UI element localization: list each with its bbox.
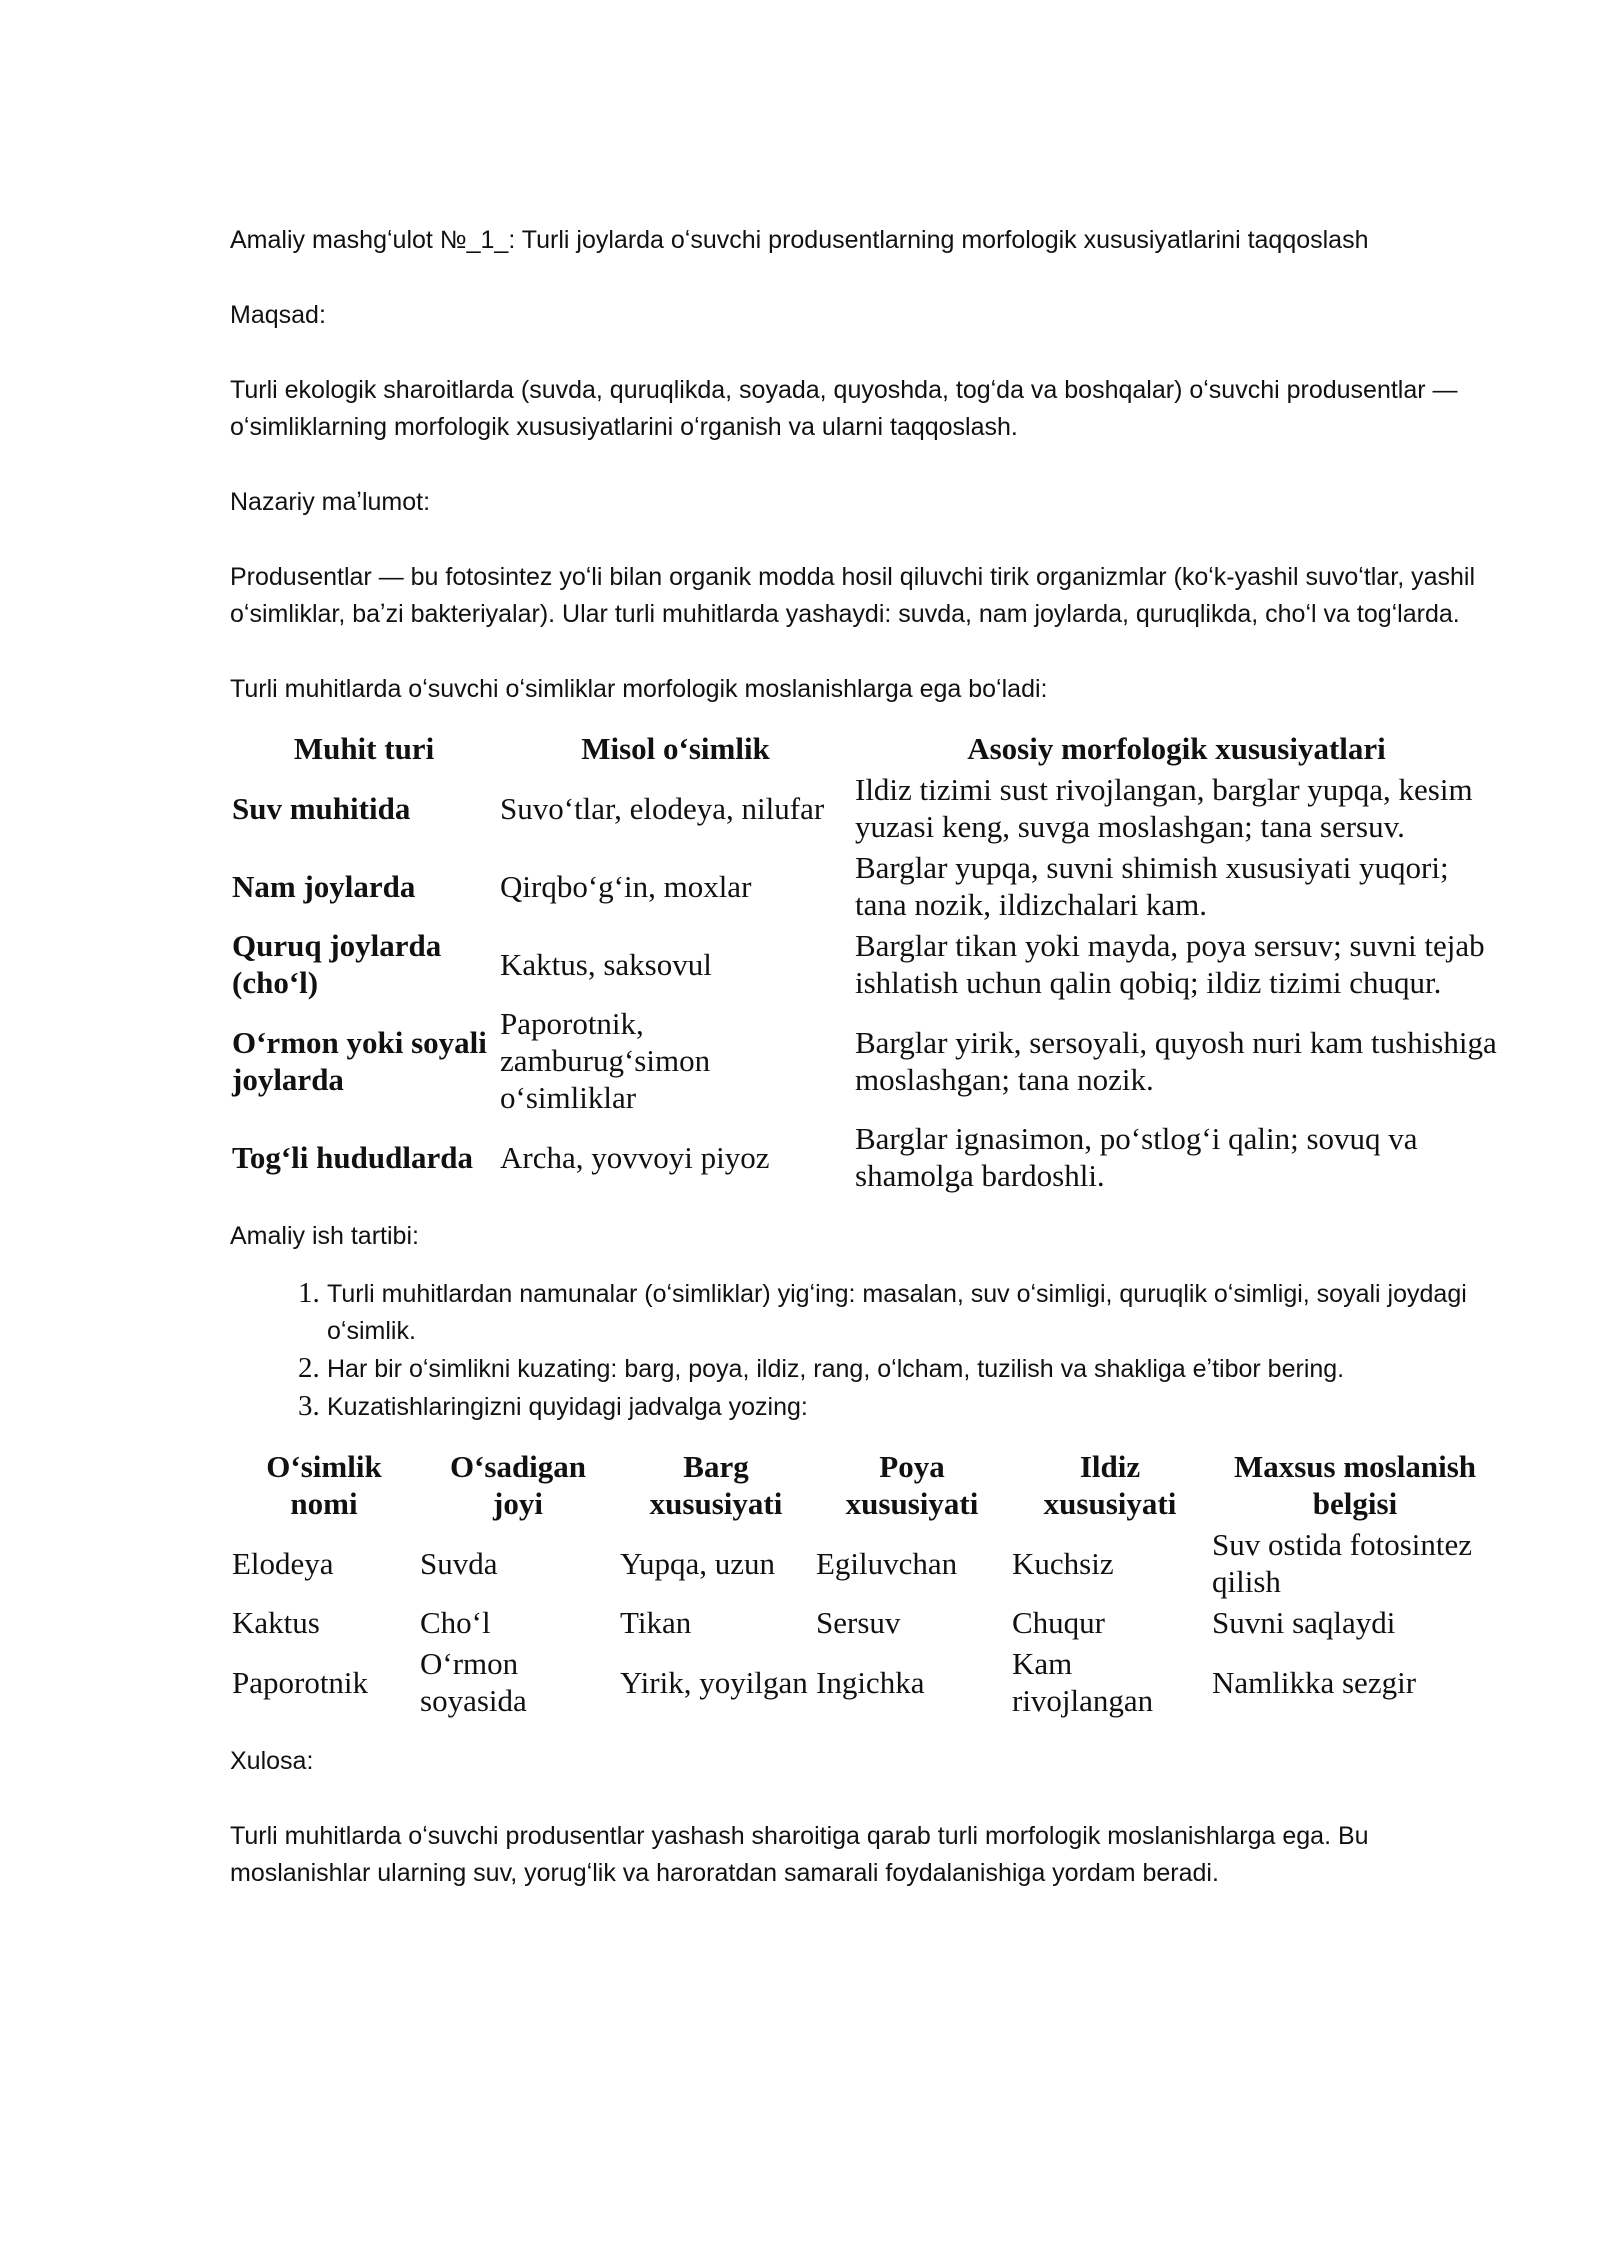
table-cell: Yirik, yoyilgan [620, 1664, 808, 1700]
observation-table [230, 1446, 1500, 1721]
environment-table [230, 728, 1500, 1196]
example-plant-cell: Archa, yovvoyi piyoz [500, 1139, 770, 1175]
table-cell: Suv ostida fotosintez qilish [1212, 1527, 1473, 1599]
environment-cell: Suv muhitida [232, 790, 411, 826]
features-cell: Barglar ignasimon, poʻstlogʻi qalin; sovuq va shamolga bardoshli. [855, 1121, 1418, 1193]
list-item: 2. Har bir oʻsimlikni kuzating: barg, poya, ildiz, rang, oʻlcham, tuzilish va shakliga eʼtibor bering. [327, 1350, 1500, 1388]
table-cell: Suvda [420, 1545, 498, 1581]
table-cell: Ingichka [816, 1664, 925, 1700]
goal-heading: Maqsad: [230, 301, 326, 329]
table-cell: Sersuv [816, 1605, 901, 1640]
table-row [230, 1118, 1500, 1196]
table-cell: Kam rivojlangan [1012, 1646, 1154, 1718]
table-row [230, 925, 1500, 1003]
environment-cell: Oʻrmon yoki soyali joylarda [232, 1024, 487, 1097]
features-cell: Ildiz tizimi sust rivojlangan, barglar yupqa, kesim yuzasi keng, suvga moslashgan; tana sersuv. [855, 772, 1473, 844]
goal-text: Turli ekologik sharoitlarda (suvda, quruqlikda, soyada, quyoshda, togʻda va boshqalar) oʻsuvchi produsentlar — oʻsimliklarning morfologik xususiyatlarini oʻrganish va ularni taqqoslash. [230, 376, 1458, 441]
document-page [230, 222, 1500, 1892]
table-row [230, 1003, 1500, 1118]
table-header-row [230, 728, 1500, 769]
table-header-cell: Maxsus moslanish belgisi [1233, 1449, 1477, 1521]
table-row [230, 1643, 1500, 1721]
features-cell: Barglar yupqa, suvni shimish xususiyati yuqori; tana nozik, ildizchalari kam. [855, 850, 1449, 922]
table-cell: Paporotnik [232, 1664, 369, 1700]
table-row [230, 1524, 1500, 1602]
theory-intro: Turli muhitlarda oʻsuvchi oʻsimliklar morfologik moslanishlarga ega boʻladi: [230, 675, 1048, 703]
list-item: 3. Kuzatishlaringizni quyidagi jadvalga yozing: [327, 1388, 1500, 1426]
theory-heading: Nazariy maʼlumot: [230, 488, 431, 516]
table-header-row [230, 1446, 1500, 1524]
example-plant-cell: Qirqboʻgʻin, moxlar [500, 868, 752, 904]
environment-cell: Quruq joylarda (choʻl) [232, 928, 442, 1000]
features-cell: Barglar yirik, sersoyali, quyosh nuri kam tushishiga moslashgan; tana nozik. [855, 1024, 1497, 1097]
table-cell: Tikan [620, 1605, 692, 1640]
conclusion-text: Turli muhitlarda oʻsuvchi produsentlar yashash sharoitiga qarab turli morfologik moslanishlarga ega. Bu moslanishlar ularning suv, yorugʻlik va haroratdan samarali foydalanishiga yordam beradi. [230, 1822, 1369, 1887]
example-plant-cell: Suvoʻtlar, elodeya, nilufar [500, 790, 825, 826]
document-title: Amaliy mashgʻulot №_1_: Turli joylarda oʻsuvchi produsentlarning morfologik xususiyatlarini taqqoslash [230, 226, 1369, 254]
table-row [230, 1602, 1500, 1643]
table-row [230, 769, 1500, 847]
table-header-cell: Muhit turi [293, 731, 435, 766]
example-plant-cell: Paporotnik, zamburugʻsimon oʻsimliklar [500, 1006, 711, 1115]
list-item: 1. Turli muhitlardan namunalar (oʻsimliklar) yigʻing: masalan, suv oʻsimligi, quruqlik oʻsimligi, soyali joydagi oʻsimlik. [327, 1275, 1500, 1350]
conclusion-heading: Xulosa: [230, 1747, 314, 1775]
table-row [230, 847, 1500, 925]
table-header-cell: Poya xususiyati [845, 1449, 979, 1521]
table-header-cell: Oʻsadigan joyi [449, 1449, 587, 1521]
table-cell: Kaktus [232, 1605, 320, 1640]
table-cell: Choʻl [420, 1605, 491, 1640]
theory-text: Produsentlar — bu fotosintez yoʻli bilan organik modda hosil qiluvchi tirik organizmlar (koʻk-yashil suvoʻtlar, yashil oʻsimliklar, baʼzi bakteriyalar). Ular turli muhitlarda yashaydi: suvda, nam joylarda, quruqlikda, choʻl va togʻlarda. [230, 563, 1475, 628]
procedure-list [230, 1275, 1500, 1426]
table-cell: Suvni saqlaydi [1212, 1605, 1396, 1640]
table-cell: Elodeya [232, 1545, 334, 1581]
table-header-cell: Misol oʻsimlik [581, 731, 770, 766]
features-cell: Barglar tikan yoki mayda, poya sersuv; suvni tejab ishlatish uchun qalin qobiq; ildiz tizimi chuqur. [855, 928, 1485, 1000]
table-header-cell: Ildiz xususiyati [1043, 1449, 1177, 1521]
table-cell: Egiluvchan [816, 1545, 958, 1581]
example-plant-cell: Kaktus, saksovul [500, 946, 712, 982]
table-header-cell: Asosiy morfologik xususiyatlari [967, 731, 1386, 766]
table-header-cell: Oʻsimlik nomi [266, 1449, 382, 1521]
table-cell: Chuqur [1012, 1605, 1105, 1640]
table-cell: Kuchsiz [1012, 1545, 1114, 1581]
environment-cell: Togʻli hududlarda [232, 1139, 473, 1175]
table-cell: Namlikka sezgir [1212, 1664, 1417, 1700]
table-cell: Oʻrmon soyasida [420, 1646, 527, 1718]
table-cell: Yupqa, uzun [620, 1545, 775, 1581]
procedure-heading: Amaliy ish tartibi: [230, 1222, 419, 1250]
table-header-cell: Barg xususiyati [649, 1449, 783, 1521]
environment-cell: Nam joylarda [232, 868, 416, 904]
